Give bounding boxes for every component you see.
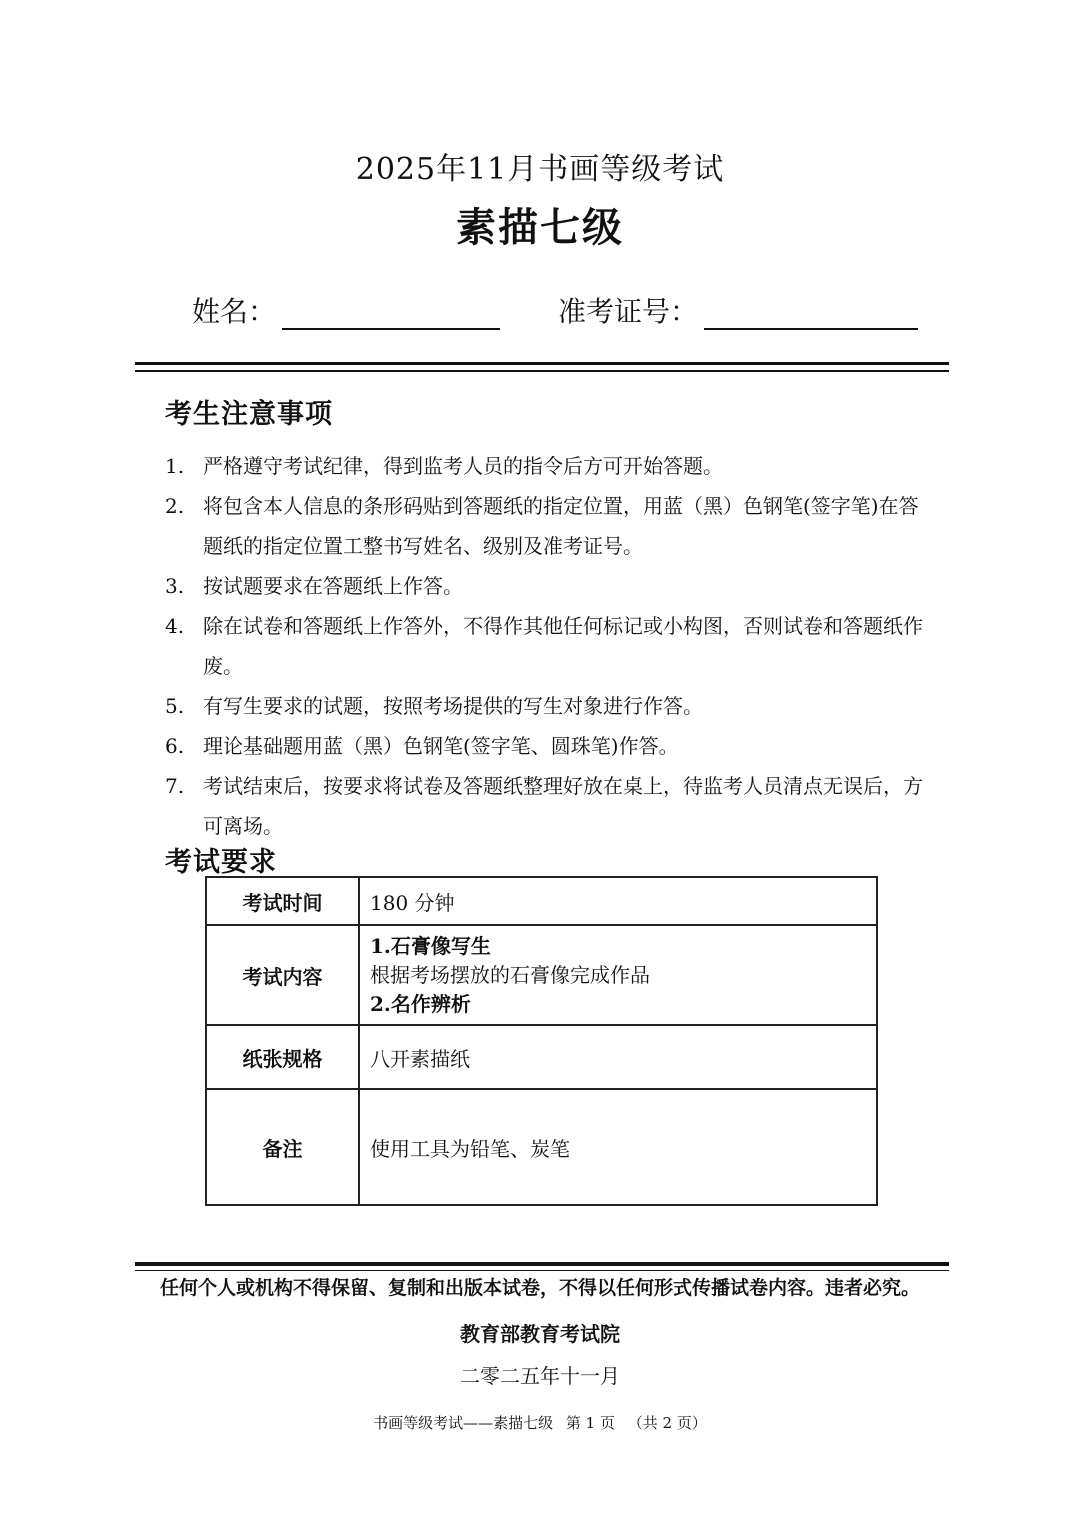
- paper-key-cell: 纸张规格: [206, 1025, 359, 1089]
- notice-item-number: 4.: [165, 614, 185, 638]
- notice-item-text: 考试结束后，按要求将试卷及答题纸整理好放在桌上，待监考人员清点无误后，方可离场。: [203, 774, 923, 838]
- table-row: [206, 925, 877, 1025]
- time-key-cell: 考试时间: [206, 877, 359, 925]
- table-row: [206, 1025, 877, 1089]
- table-row: [206, 877, 877, 925]
- page-footer: [0, 1412, 1080, 1433]
- name-label: 姓名：: [192, 295, 277, 328]
- notice-item-number: 3.: [165, 574, 185, 598]
- notice-item-text: 严格遵守考试纪律，得到监考人员的指令后方可开始答题。: [203, 454, 723, 478]
- issue-date: 二零二五年十一月: [460, 1364, 620, 1388]
- notice-item: [165, 486, 925, 566]
- exam-id-blank-line: [704, 294, 918, 330]
- notice-item-number: 1.: [165, 454, 185, 478]
- paper-value-cell: 八开素描纸: [359, 1025, 877, 1089]
- notice-item-number: 2.: [165, 494, 185, 518]
- content-item-1-desc: 根据考场摆放的石膏像完成作品: [370, 962, 650, 987]
- requirements-heading: 考试要求: [165, 847, 277, 878]
- notice-heading: 考生注意事项: [165, 399, 333, 430]
- footer-page-number: 第 1 页: [565, 1414, 615, 1432]
- table-row: [206, 1089, 877, 1205]
- exam-id-field: [558, 290, 918, 330]
- issuer-name: 教育部教育考试院: [460, 1322, 620, 1346]
- notice-item-text: 按试题要求在答题纸上作答。: [203, 574, 463, 598]
- note-value-cell: 使用工具为铅笔、炭笔: [359, 1089, 877, 1205]
- notice-item: [165, 686, 925, 726]
- footer-page-total: （共 2 页）: [627, 1414, 707, 1432]
- notice-item-number: 5.: [165, 694, 185, 718]
- content-value-cell: [359, 925, 877, 1025]
- footer-exam-name: 书画等级考试——素描七级: [373, 1414, 554, 1432]
- notice-item-text: 有写生要求的试题，按照考场提供的写生对象进行作答。: [203, 694, 703, 718]
- bottom-divider: [135, 1262, 949, 1270]
- notice-item: [165, 446, 925, 486]
- notice-item-text: 除在试卷和答题纸上作答外，不得作其他任何标记或小构图，否则试卷和答题纸作废。: [203, 614, 923, 678]
- notice-item-number: 7.: [165, 774, 185, 798]
- name-blank-line: [282, 294, 500, 330]
- notice-item: [165, 566, 925, 606]
- exam-id-label: 准考证号：: [558, 295, 699, 328]
- notice-item-text: 理论基础题用蓝（黑）色钢笔(签字笔、圆珠笔)作答。: [203, 734, 679, 758]
- exam-title: 2025年11月书画等级考试: [355, 152, 725, 187]
- content-item-1: 1.石膏像写生: [370, 933, 491, 958]
- copyright-notice: 任何个人或机构不得保留、复制和出版本试卷，不得以任何形式传播试卷内容。违者必究。: [159, 1277, 920, 1299]
- content-item-2: 2.名作辨析: [370, 991, 471, 1016]
- content-key-cell: 考试内容: [206, 925, 359, 1025]
- notice-item: [165, 766, 925, 846]
- note-key-cell: 备注: [206, 1089, 359, 1205]
- notice-item: [165, 606, 925, 686]
- notice-item-number: 6.: [165, 734, 185, 758]
- notice-item: [165, 726, 925, 766]
- exam-subtitle: 素描七级: [456, 204, 624, 251]
- notice-item-text: 将包含本人信息的条形码贴到答题纸的指定位置，用蓝（黑）色钢笔(签字笔)在答题纸的指定位置工整书写姓名、级别及准考证号。: [203, 494, 919, 558]
- notice-list: [165, 446, 925, 846]
- time-value-cell: 180 分钟: [359, 877, 877, 925]
- name-field: [192, 290, 500, 330]
- requirements-table: [205, 876, 878, 1206]
- top-divider: [135, 362, 949, 369]
